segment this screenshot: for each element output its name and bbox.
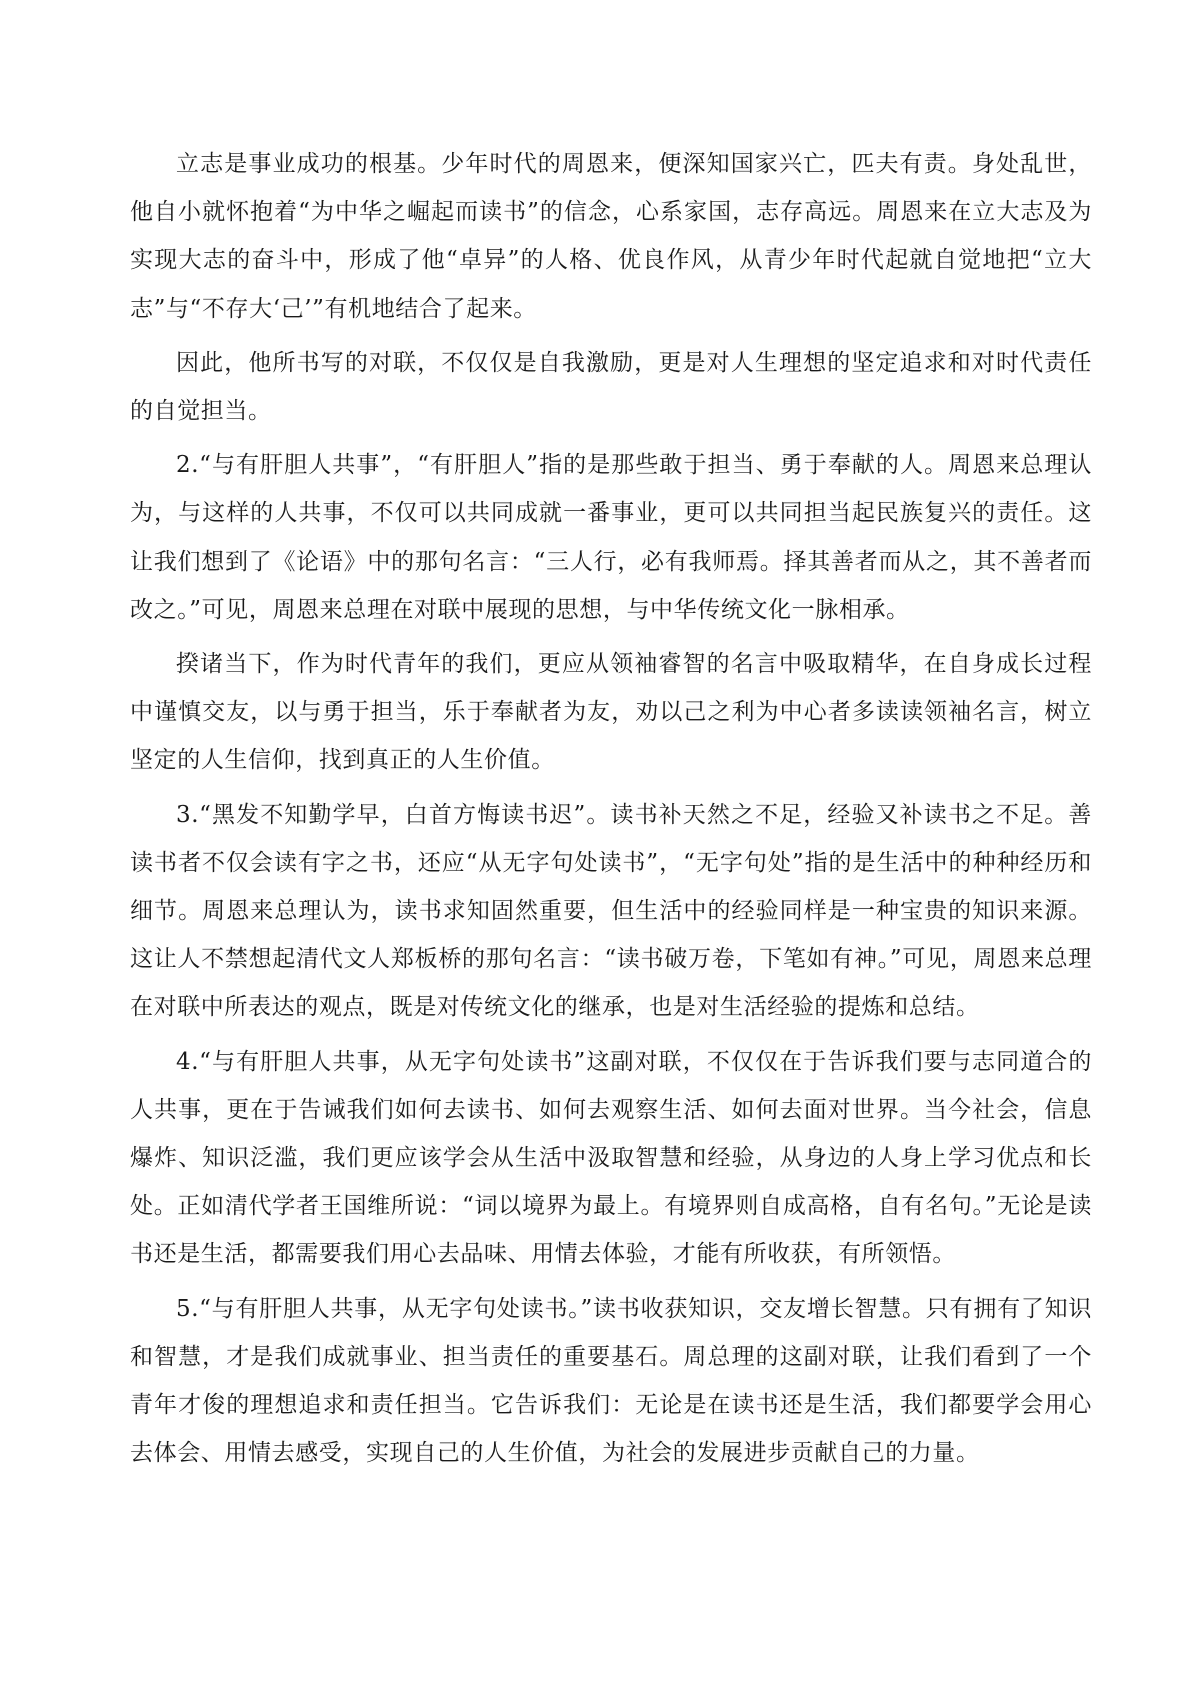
document-body [130,140,1092,1483]
paragraph-point-4: 4.“与有肝胆人共事，从无字句处读书”这副对联，不仅仅在于告诉我们要与志同道合的人共事，更在于告诫我们如何去读书、如何去观察生活、如何去面对世界。当今社会，信息爆炸、知识泛滥，我们更应该学会从生活中汲取智慧和经验，从身边的人身上学习优点和长处。正如清代学者王国维所说：“词以境界为最上。有境界则自成高格，自有名句。”无论是读书还是生活，都需要我们用心去品味、用情去体验，才能有所收获，有所领悟。 [130,1048,1092,1268]
paragraph-point-3: 3.“黑发不知勤学早，白首方悔读书迟”。读书补天然之不足，经验又补读书之不足。善读书者不仅会读有字之书，还应“从无字句处读书”，“无字句处”指的是生活中的种种经历和细节。周恩来总理认为，读书求知固然重要，但生活中的经验同样是一种宝贵的知识来源。这让人不禁想起清代文人郑板桥的那句名言：“读书破万卷，下笔如有神。”可见，周恩来总理在对联中所表达的观点，既是对传统文化的继承，也是对生活经验的提炼和总结。 [130,801,1092,1021]
paragraph-present-day: 揆诸当下，作为时代青年的我们，更应从领袖睿智的名言中吸取精华，在自身成长过程中谨慎交友，以与勇于担当，乐于奉献者为友，劝以己之利为中心者多读读领袖名言，树立坚定的人生信仰，找到真正的人生价值。 [130,651,1092,774]
paragraph-point-5: 5.“与有肝胆人共事，从无字句处读书。”读书收获知识，交友增长智慧。只有拥有了知识和智慧，才是我们成就事业、担当责任的重要基石。周总理的这副对联，让我们看到了一个青年才俊的理想追求和责任担当。它告诉我们：无论是在读书还是生活，我们都要学会用心去体会、用情去感受，实现自己的人生价值，为社会的发展进步贡献自己的力量。 [130,1295,1092,1467]
paragraph-aspiration: 立志是事业成功的根基。少年时代的周恩来，便深知国家兴亡，匹夫有责。身处乱世，他自小就怀抱着“为中华之崛起而读书”的信念，心系家国，志存高远。周恩来在立大志及为实现大志的奋斗中，形成了他“卓异”的人格、优良作风，从青少年时代起就自觉地把“立大志”与“不存大‘己’”有机地结合了起来。 [130,151,1092,322]
paragraph-therefore: 因此，他所书写的对联，不仅仅是自我激励，更是对人生理想的坚定追求和对时代责任的自觉担当。 [130,349,1092,425]
paragraph-point-2: 2.“与有肝胆人共事”，“有肝胆人”指的是那些敢于担当、勇于奉献的人。周恩来总理认为，与这样的人共事，不仅可以共同成就一番事业，更可以共同担当起民族复兴的责任。这让我们想到了《论语》中的那句名言：“三人行，必有我师焉。择其善者而从之，其不善者而改之。”可见，周恩来总理在对联中展现的思想，与中华传统文化一脉相承。 [130,452,1092,623]
